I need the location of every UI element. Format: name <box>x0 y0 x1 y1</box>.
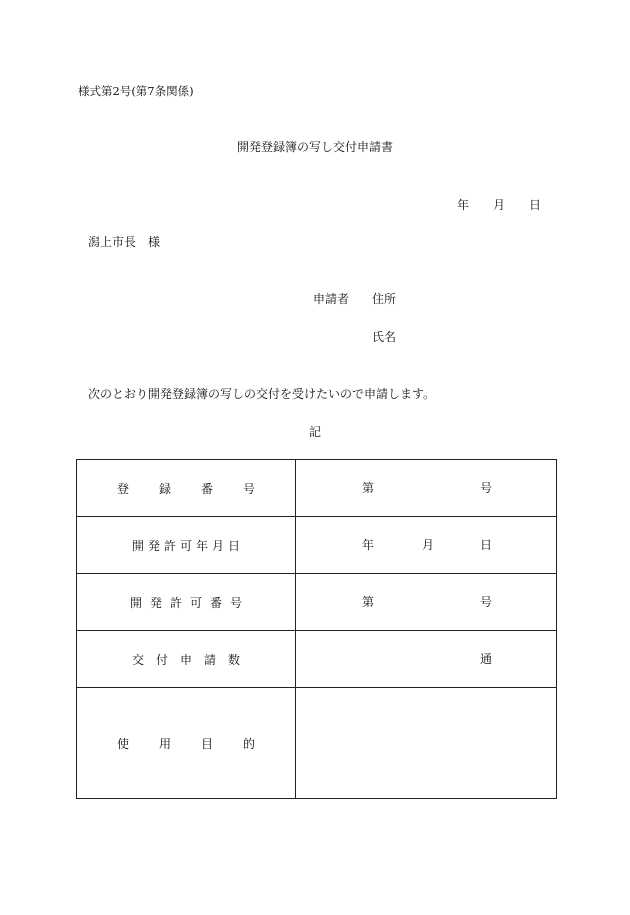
purpose-label-cell <box>77 688 296 799</box>
permit-number-label-cell <box>77 574 296 631</box>
registration-number-suffix: 号 <box>480 481 493 495</box>
applicant-address-label: 住所 <box>372 292 397 306</box>
permit-date-label-cell <box>77 517 296 574</box>
permit-date-month: 月 <box>422 538 435 552</box>
copy-count-field[interactable] <box>296 631 557 688</box>
copy-count-label: 交付申請数 <box>131 652 252 667</box>
permit-number-prefix: 第 <box>362 595 375 609</box>
permit-date-label: 開発許可年月日 <box>131 538 244 553</box>
registration-number-label: 登録番号 <box>116 481 285 496</box>
date-month-label: 月 <box>493 198 506 212</box>
permit-number-field[interactable] <box>296 574 557 631</box>
record-table <box>76 459 557 799</box>
permit-date-field[interactable] <box>296 517 557 574</box>
registration-number-field[interactable] <box>296 460 557 517</box>
applicant-name-label: 氏名 <box>372 330 397 344</box>
registration-number-label-cell <box>77 460 296 517</box>
addressee: 潟上市長 様 <box>88 235 161 249</box>
table-row-purpose <box>77 688 557 799</box>
form-number: 様式第2号(第7条関係) <box>78 84 194 98</box>
table-row-copy-count <box>77 631 557 688</box>
purpose-label: 使用目的 <box>116 736 285 751</box>
registration-number-prefix: 第 <box>362 481 375 495</box>
permit-number-suffix: 号 <box>480 595 493 609</box>
purpose-field[interactable] <box>296 688 557 799</box>
copy-count-suffix: 通 <box>480 652 493 666</box>
table-row-permit-date <box>77 517 557 574</box>
ki-heading: 記 <box>308 425 321 439</box>
request-statement: 次のとおり開発登録簿の写しの交付を受けたいので申請します。 <box>88 387 436 401</box>
document-title: 開発登録簿の写し交付申請書 <box>236 140 393 154</box>
permit-date-year: 年 <box>362 538 375 552</box>
table-row-permit-number <box>77 574 557 631</box>
date-day-label: 日 <box>529 198 542 212</box>
copy-count-label-cell <box>77 631 296 688</box>
date-year-label: 年 <box>457 198 470 212</box>
applicant-label: 申請者 <box>313 292 350 306</box>
permit-date-day: 日 <box>480 538 493 552</box>
permit-number-label: 開発許可番号 <box>129 595 250 610</box>
table-row-registration-number <box>77 460 557 517</box>
